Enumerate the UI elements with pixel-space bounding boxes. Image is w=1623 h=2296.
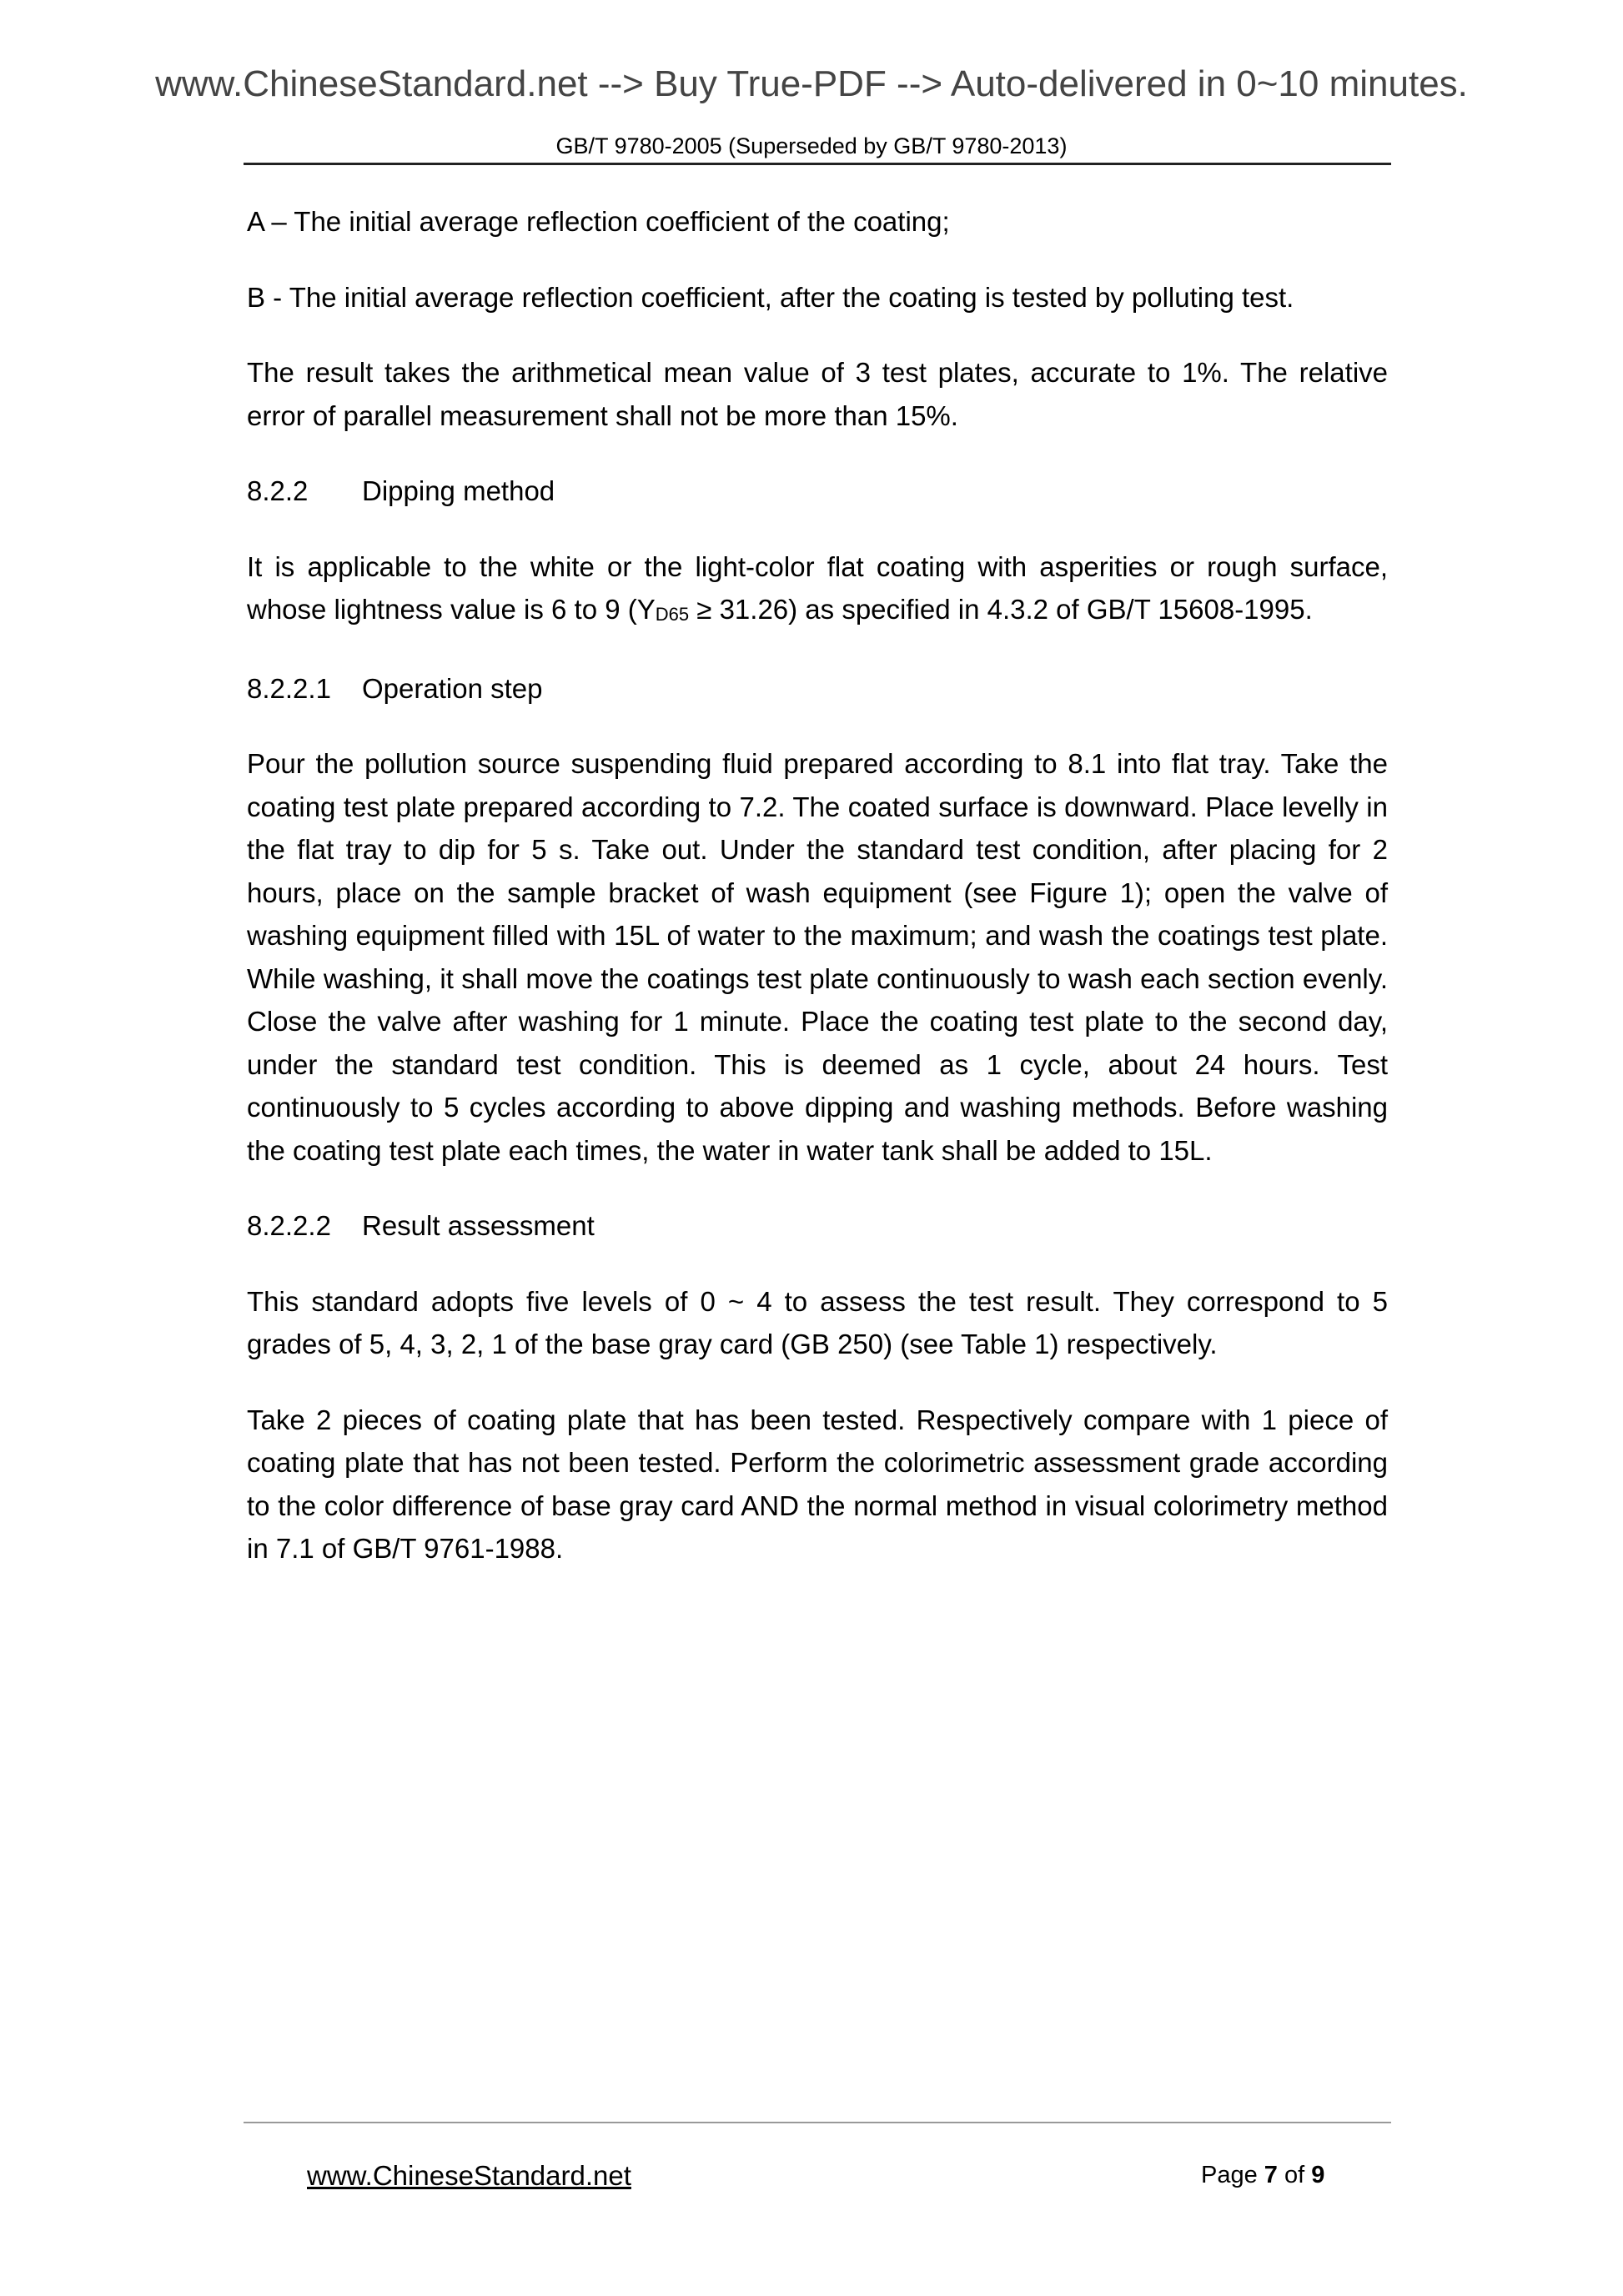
- footer-site-link[interactable]: www.ChineseStandard.net: [307, 2160, 631, 2191]
- section-heading-8-2-2-1: [247, 667, 1388, 711]
- subscript: D65: [655, 604, 690, 625]
- section-number: 8.2.2: [247, 475, 309, 506]
- section-title: Result assessment: [362, 1210, 595, 1241]
- paragraph-operation-step: Pour the pollution source suspending fluid prepared according to 8.1 into flat tray. Take the coating test plate prepared according to 7.2. The coated surface is downward. Place levelly in the flat tray to dip for 5 s. Take out. Under the standard test condition, after placing for 2 hours, place on the sample bracket of wash equipment (see Figure 1); open the valve of washing equipment filled with 15L of water to the maximum; and wash the coatings test plate. While washing, it shall move the coatings test plate continuously to wash each section evenly. Close the valve after washing for 1 minute. Place the coating test plate to the second day, under the standard test condition. This is deemed as 1 cycle, about 24 hours. Test continuously to 5 cycles according to above dipping and washing methods. Before washing the coating test plate each times, the water in water tank shall be added to 15L.: [247, 748, 1388, 1166]
- paragraph-b-definition: B - The initial average reflection coefficient, after the coating is tested by polluting test.: [247, 281, 1294, 313]
- site-banner: www.ChineseStandard.net --> Buy True-PDF --> Auto-delivered in 0~10 minutes.: [155, 63, 1468, 104]
- standard-title: GB/T 9780-2005 (Superseded by GB/T 9780-2013): [555, 133, 1068, 158]
- paragraph-levels: This standard adopts five levels of 0 ~ 4 to assess the test result. They correspond to 5 grades of 5, 4, 3, 2, 1 of the base gray card (GB 250) (see Table 1) respectively.: [247, 1285, 1388, 1359]
- page-of-label: of: [1277, 2162, 1312, 2188]
- section-heading-8-2-2: [247, 470, 1388, 513]
- total-pages: 9: [1311, 2162, 1325, 2188]
- text-run: ≥ 31.26) as specified in 4.3.2 of GB/T 15608-1995.: [689, 594, 1313, 625]
- header-divider: [244, 163, 1391, 165]
- text-run: It is applicable to the white or the light-color flat coating with asperities or rough surface, whose lightness value is 6 to 9 (Y: [247, 550, 1388, 625]
- page-indicator: [1201, 2162, 1324, 2189]
- paragraph-applicability: [247, 545, 1388, 635]
- document-body: [247, 200, 1388, 1603]
- section-heading-8-2-2-2: [247, 1204, 1388, 1248]
- paragraph-a-definition: A – The initial average reflection coefficient of the coating;: [247, 206, 950, 237]
- section-title: Dipping method: [362, 475, 555, 506]
- current-page: 7: [1264, 2162, 1278, 2188]
- page-label: Page: [1201, 2162, 1264, 2188]
- section-title: Operation step: [362, 672, 543, 704]
- paragraph-result: The result takes the arithmetical mean value of 3 test plates, accurate to 1%. The relative error of parallel measurement shall not be more than 15%.: [247, 357, 1388, 431]
- section-number: 8.2.2.1: [247, 672, 331, 704]
- footer-divider: [244, 2122, 1391, 2123]
- paragraph-assessment: Take 2 pieces of coating plate that has been tested. Respectively compare with 1 piece of coating plate that has not been tested. Perform the colorimetric assessment grade according to the color difference of base gray card AND the normal method in visual colorimetry method in 7.1 of GB/T 9761-1988.: [247, 1404, 1388, 1564]
- section-number: 8.2.2.2: [247, 1210, 331, 1241]
